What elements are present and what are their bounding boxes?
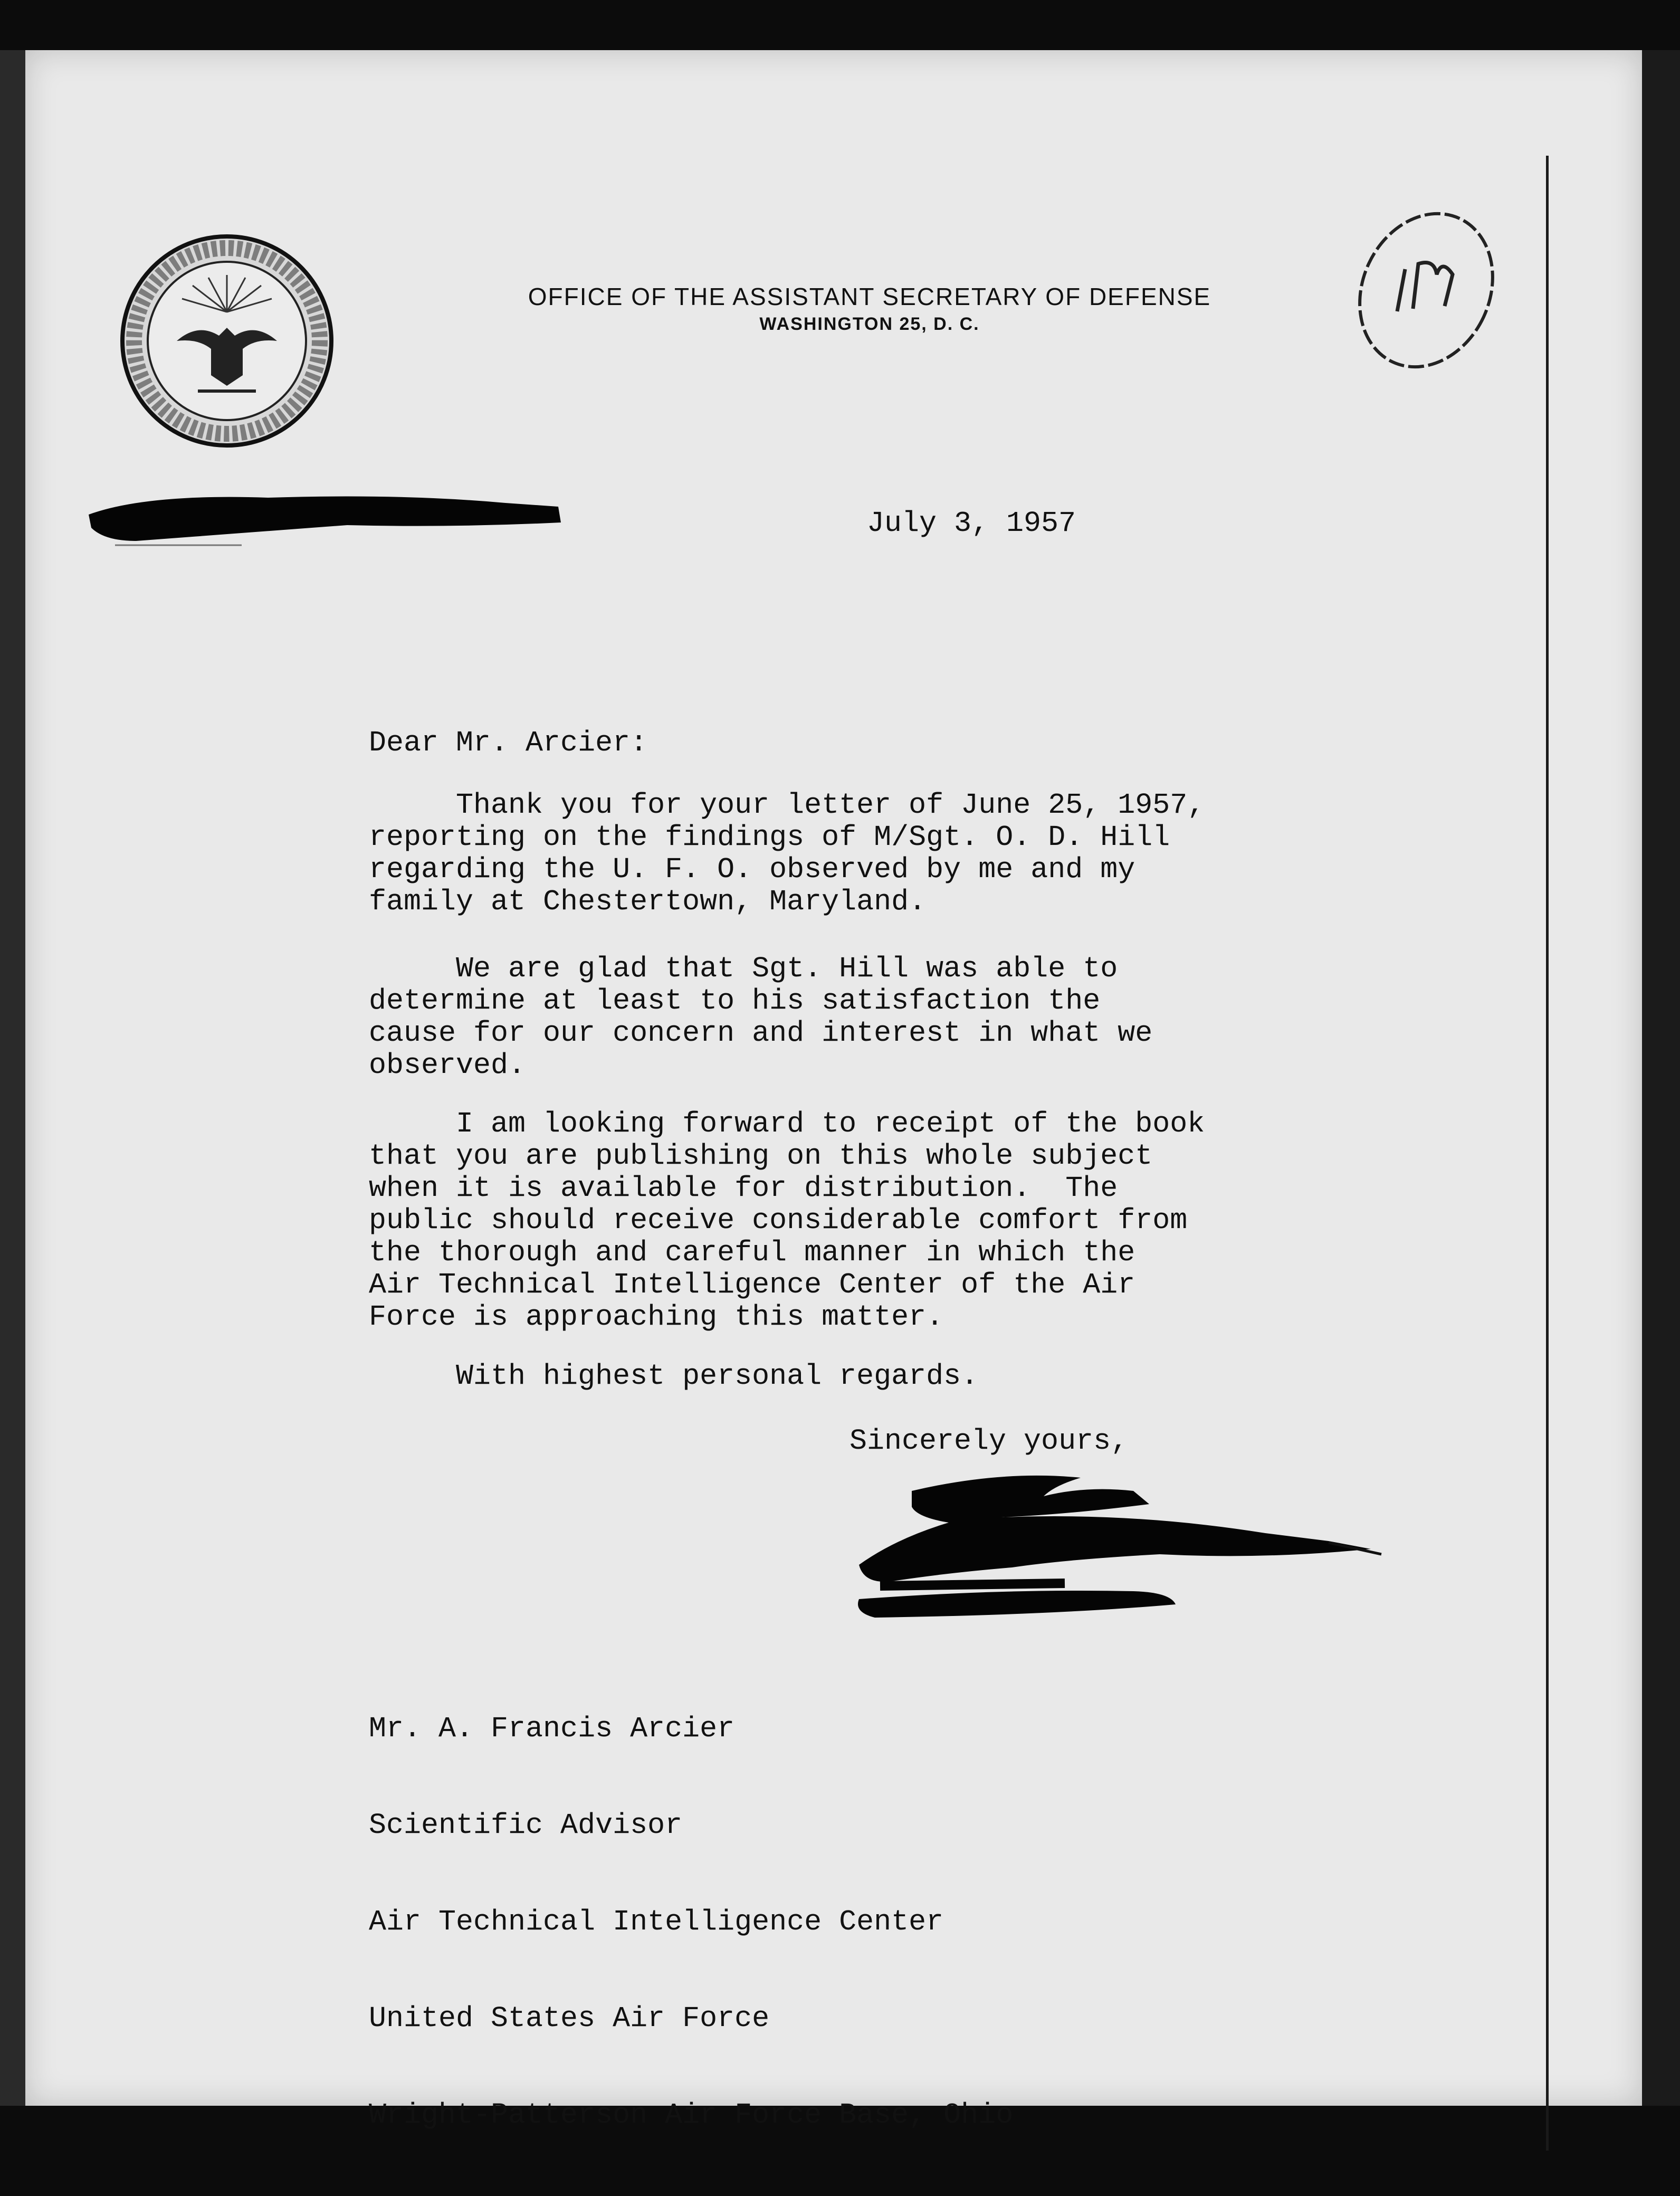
right-margin-rule [1546,156,1549,2151]
letterhead-title: OFFICE OF THE ASSISTANT SECRETARY OF DEFENSE [528,283,1211,310]
redaction-bar-top [83,483,569,562]
body-paragraph: With highest personal regards. [369,1360,979,1393]
letter-date: July 3, 1957 [867,507,1076,540]
film-edge-right [1642,50,1680,2106]
address-line: Air Technical Intelligence Center [369,1905,944,1938]
letterhead-subtitle: WASHINGTON 25, D. C. [759,314,980,334]
salutation: Dear Mr. Arcier: [369,726,648,759]
body-paragraph: We are glad that Sgt. Hill was able to determine at least to his satisfaction the cause for our concern and interest in what we observed. [369,952,1153,1082]
recipient-address [369,1648,1013,2195]
address-line: Scientific Advisor [369,1809,683,1842]
film-edge-left [0,50,25,2106]
handwritten-file-mark [1334,195,1513,385]
department-of-defense-seal [119,233,335,449]
address-line: Wright-Patterson Air Force Base, Ohio [369,2098,1014,2132]
letter-page [25,50,1642,2132]
address-line: United States Air Force [369,2002,770,2035]
body-paragraph: I am looking forward to receipt of the book that you are publishing on this whole subject when it is available for distribution. The public should receive considerable comfort from the thorough and careful manner in which the Air Technical Intelligence Center of the Air Force is approaching this matter. [369,1107,1205,1334]
body-paragraph: Thank you for your letter of June 25, 1957, reporting on the findings of M/Sgt. O. D. Hill regarding the U. F. O. observed by me and my family at Chestertown, Maryland. [369,788,1205,918]
redacted-signature [790,1454,1424,1644]
address-line: Mr. A. Francis Arcier [369,1712,735,1745]
complimentary-close: Sincerely yours, [849,1424,1129,1458]
